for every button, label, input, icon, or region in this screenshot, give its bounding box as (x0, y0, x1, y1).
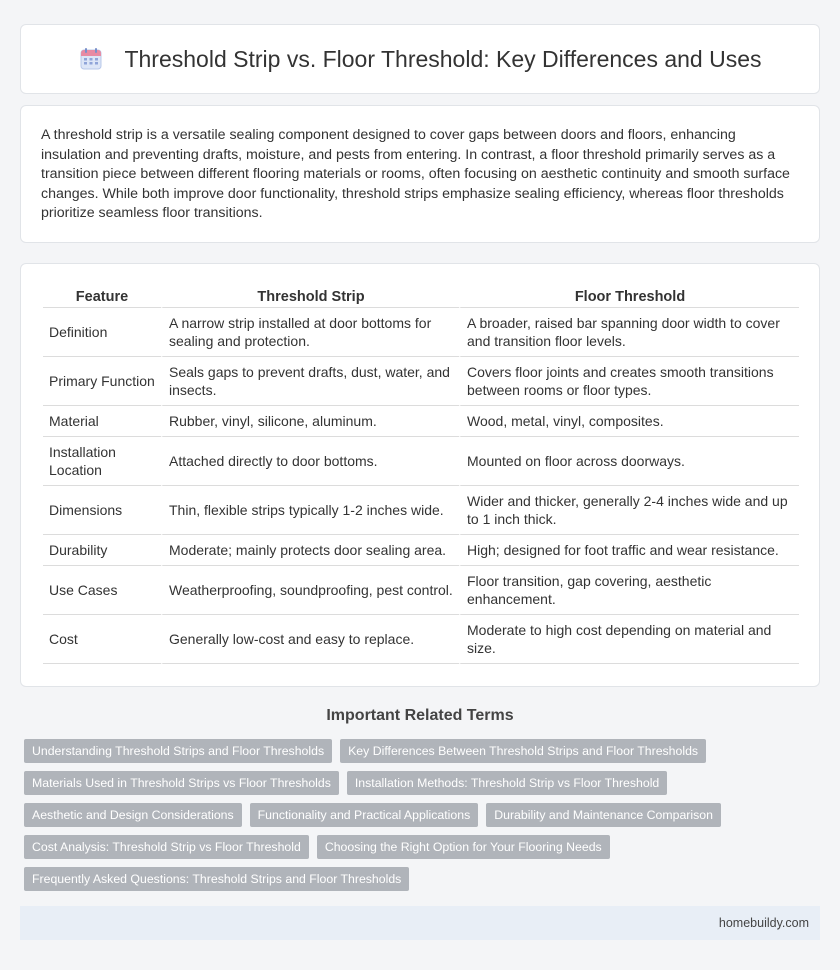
threshold-strip-cell: Thin, flexible strips typically 1-2 inches wide. (161, 486, 459, 535)
feature-cell: Installation Location (43, 437, 161, 486)
floor-threshold-cell: Wood, metal, vinyl, composites. (459, 406, 799, 437)
feature-cell: Material (43, 406, 161, 437)
intro-paragraph: A threshold strip is a versatile sealing component designed to cover gaps between doors and floors, enhancing insulation and preventing drafts, moisture, and pests from entering. In contrast, a floor threshold primarily serves as a transition piece between different flooring materials or rooms, often focusing on aesthetic continuity and smooth surface changes. While both improve door functionality, threshold strips emphasize sealing efficiency, whereas floor thresholds prioritize seamless floor transitions. (41, 127, 790, 222)
floor-threshold-cell: Moderate to high cost depending on material and size. (459, 615, 799, 664)
related-term-tag[interactable]: Choosing the Right Option for Your Flooring Needs (317, 835, 610, 859)
related-term-tag[interactable]: Installation Methods: Threshold Strip vs Floor Threshold (347, 771, 667, 795)
threshold-strip-cell: Attached directly to door bottoms. (161, 437, 459, 486)
related-term-tag[interactable]: Cost Analysis: Threshold Strip vs Floor Threshold (24, 835, 309, 859)
threshold-strip-cell: Rubber, vinyl, silicone, aluminum. (161, 406, 459, 437)
header-threshold-strip: Threshold Strip (161, 284, 459, 308)
comparison-table (43, 284, 799, 664)
table-row (43, 566, 799, 615)
table-row (43, 437, 799, 486)
threshold-strip-cell: Weatherproofing, soundproofing, pest control. (161, 566, 459, 615)
footer-site-link[interactable]: homebuildy.com (718, 916, 809, 930)
calendar-icon (78, 46, 104, 72)
table-row (43, 357, 799, 406)
comparison-card (20, 263, 820, 687)
table-row (43, 406, 799, 437)
related-term-tag[interactable]: Materials Used in Threshold Strips vs Floor Thresholds (24, 771, 339, 795)
feature-cell: Use Cases (43, 566, 161, 615)
feature-cell: Dimensions (43, 486, 161, 535)
floor-threshold-cell: Wider and thicker, generally 2-4 inches wide and up to 1 inch thick. (459, 486, 799, 535)
related-term-tag[interactable]: Frequently Asked Questions: Threshold Strips and Floor Thresholds (24, 867, 409, 891)
related-terms-title: Important Related Terms (326, 707, 514, 724)
threshold-strip-cell: Seals gaps to prevent drafts, dust, water, and insects. (161, 357, 459, 406)
header-floor-threshold: Floor Threshold (459, 284, 799, 308)
related-term-tag[interactable]: Aesthetic and Design Considerations (24, 803, 242, 827)
footer (20, 906, 820, 940)
floor-threshold-cell: Mounted on floor across doorways. (459, 437, 799, 486)
feature-cell: Cost (43, 615, 161, 664)
threshold-strip-cell: Moderate; mainly protects door sealing area. (161, 535, 459, 566)
header-card (20, 24, 820, 94)
feature-cell: Durability (43, 535, 161, 566)
table-row (43, 615, 799, 664)
related-terms-list (24, 739, 820, 899)
related-term-tag[interactable]: Functionality and Practical Applications (250, 803, 479, 827)
table-row (43, 486, 799, 535)
feature-cell: Definition (43, 308, 161, 357)
related-term-tag[interactable]: Understanding Threshold Strips and Floor Thresholds (24, 739, 332, 763)
threshold-strip-cell: A narrow strip installed at door bottoms for sealing and protection. (161, 308, 459, 357)
table-header-row (43, 284, 799, 308)
page-title: Threshold Strip vs. Floor Threshold: Key Differences and Uses (124, 45, 762, 72)
header (78, 46, 761, 73)
intro-card (20, 105, 820, 243)
threshold-strip-cell: Generally low-cost and easy to replace. (161, 615, 459, 664)
table-row (43, 535, 799, 566)
related-term-tag[interactable]: Key Differences Between Threshold Strips and Floor Thresholds (340, 739, 706, 763)
related-term-tag[interactable]: Durability and Maintenance Comparison (486, 803, 721, 827)
floor-threshold-cell: Floor transition, gap covering, aesthetic enhancement. (459, 566, 799, 615)
floor-threshold-cell: High; designed for foot traffic and wear resistance. (459, 535, 799, 566)
floor-threshold-cell: A broader, raised bar spanning door width to cover and transition floor levels. (459, 308, 799, 357)
header-feature: Feature (43, 284, 161, 308)
feature-cell: Primary Function (43, 357, 161, 406)
floor-threshold-cell: Covers floor joints and creates smooth transitions between rooms or floor types. (459, 357, 799, 406)
table-row (43, 308, 799, 357)
